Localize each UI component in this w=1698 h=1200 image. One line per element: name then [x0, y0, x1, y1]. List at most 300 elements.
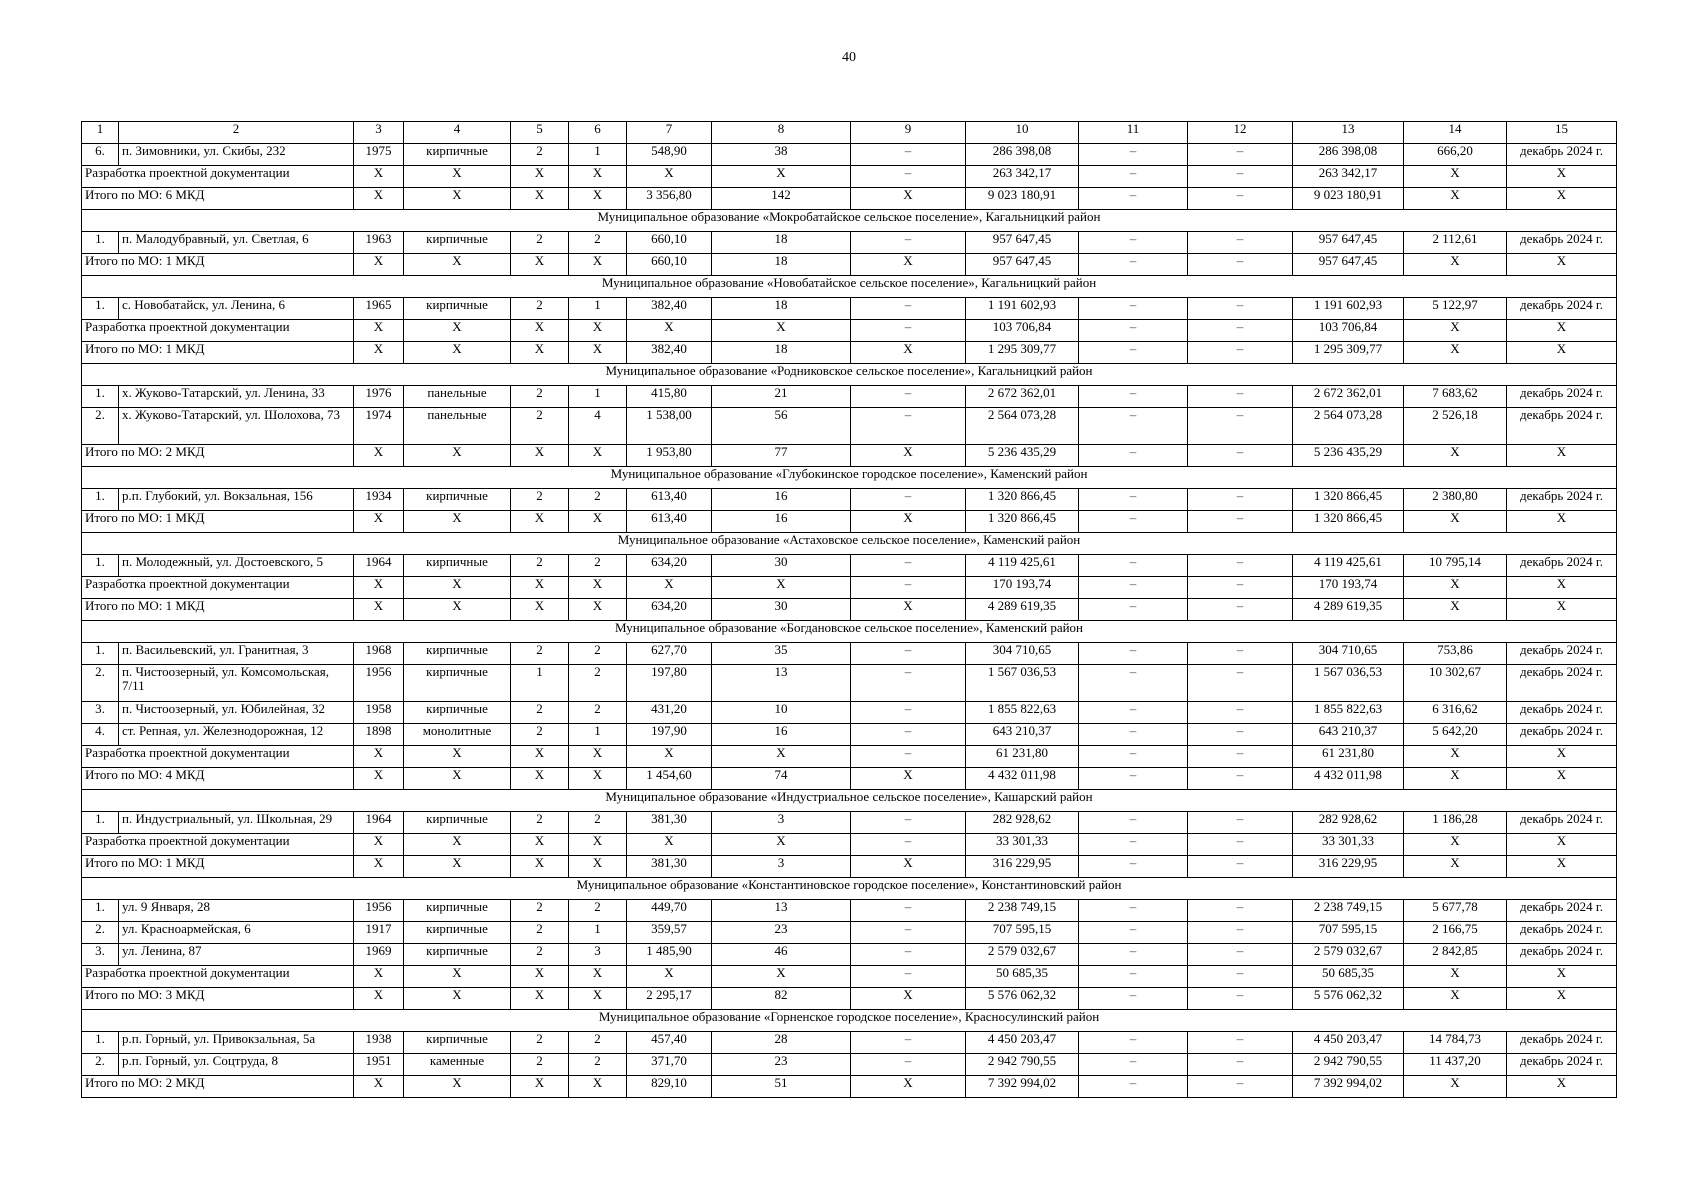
- table-cell: 35: [712, 643, 851, 665]
- table-cell: 1 295 309,77: [1293, 342, 1404, 364]
- address-cell: с. Новобатайск, ул. Ленина, 6: [119, 298, 354, 320]
- table-cell: 457,40: [627, 1032, 712, 1054]
- section-header-row: [82, 210, 1617, 232]
- table-cell: 753,86: [1404, 643, 1507, 665]
- table-cell: 33 301,33: [1293, 834, 1404, 856]
- table-cell: 1963: [354, 232, 404, 254]
- table-cell: X: [712, 166, 851, 188]
- table-cell: –: [851, 144, 966, 166]
- table-cell: кирпичные: [404, 665, 511, 702]
- table-cell: 103 706,84: [966, 320, 1079, 342]
- table-row: [82, 555, 1617, 577]
- table-cell: 2: [569, 643, 627, 665]
- table-cell: X: [354, 320, 404, 342]
- summary-label: Итого по МО: 1 МКД: [82, 254, 354, 276]
- table-cell: 1 538,00: [627, 408, 712, 445]
- table-cell: –: [1188, 834, 1293, 856]
- table-cell: X: [1507, 1076, 1617, 1098]
- table-cell: 1958: [354, 702, 404, 724]
- table-cell: 263 342,17: [1293, 166, 1404, 188]
- table-cell: монолитные: [404, 724, 511, 746]
- table-cell: –: [1188, 746, 1293, 768]
- table-cell: 50 685,35: [966, 966, 1079, 988]
- summary-label: Итого по МО: 1 МКД: [82, 599, 354, 621]
- table-cell: X: [627, 966, 712, 988]
- table-cell: –: [1188, 144, 1293, 166]
- table-cell: 660,10: [627, 254, 712, 276]
- table-cell: 1969: [354, 944, 404, 966]
- table-cell: –: [1188, 386, 1293, 408]
- table-cell: X: [404, 1076, 511, 1098]
- address-cell: ул. Ленина, 87: [119, 944, 354, 966]
- table-cell: 4: [569, 408, 627, 445]
- summary-row: [82, 966, 1617, 988]
- table-cell: X: [511, 320, 569, 342]
- table-cell: 10 302,67: [1404, 665, 1507, 702]
- table-cell: 449,70: [627, 900, 712, 922]
- section-header-row: [82, 276, 1617, 298]
- table-cell: 957 647,45: [966, 254, 1079, 276]
- table-cell: X: [1507, 577, 1617, 599]
- table-cell: –: [1079, 966, 1188, 988]
- summary-row: [82, 1076, 1617, 1098]
- table-cell: –: [851, 1054, 966, 1076]
- table-cell: –: [851, 408, 966, 445]
- table-cell: X: [627, 746, 712, 768]
- column-number-9: 9: [851, 122, 966, 144]
- table-cell: 5 576 062,32: [1293, 988, 1404, 1010]
- table-cell: X: [354, 856, 404, 878]
- table-row: [82, 724, 1617, 746]
- table-cell: 627,70: [627, 643, 712, 665]
- table-cell: 2: [511, 724, 569, 746]
- table-cell: 2 166,75: [1404, 922, 1507, 944]
- table-cell: 77: [712, 445, 851, 467]
- address-cell: п. Чистоозерный, ул. Юбилейная, 32: [119, 702, 354, 724]
- table-cell: X: [1404, 746, 1507, 768]
- table-cell: 1 320 866,45: [1293, 511, 1404, 533]
- table-cell: –: [1079, 166, 1188, 188]
- table-cell: X: [851, 342, 966, 364]
- table-cell: 1 295 309,77: [966, 342, 1079, 364]
- table-cell: –: [1188, 555, 1293, 577]
- address-cell: п. Малодубравный, ул. Светлая, 6: [119, 232, 354, 254]
- table-cell: –: [1079, 386, 1188, 408]
- table-row: [82, 298, 1617, 320]
- table-cell: X: [569, 166, 627, 188]
- table-cell: –: [851, 1032, 966, 1054]
- table-cell: –: [1188, 1076, 1293, 1098]
- table-cell: –: [1188, 1032, 1293, 1054]
- summary-label: Разработка проектной документации: [82, 966, 354, 988]
- table-cell: 1 855 822,63: [966, 702, 1079, 724]
- table-cell: X: [1404, 342, 1507, 364]
- table-cell: 7 392 994,02: [1293, 1076, 1404, 1098]
- table-cell: 1 186,28: [1404, 812, 1507, 834]
- table-cell: –: [851, 944, 966, 966]
- table-cell: X: [712, 834, 851, 856]
- table-cell: 10 795,14: [1404, 555, 1507, 577]
- table-cell: X: [1404, 166, 1507, 188]
- table-cell: 660,10: [627, 232, 712, 254]
- summary-label: Итого по МО: 1 МКД: [82, 511, 354, 533]
- summary-row: [82, 599, 1617, 621]
- table-cell: декабрь 2024 г.: [1507, 944, 1617, 966]
- table-cell: –: [1079, 511, 1188, 533]
- table-cell: –: [1188, 1054, 1293, 1076]
- summary-row: [82, 834, 1617, 856]
- table-cell: 1956: [354, 665, 404, 702]
- address-cell: х. Жуково-Татарский, ул. Ленина, 33: [119, 386, 354, 408]
- table-cell: 2: [569, 1054, 627, 1076]
- table-cell: 50 685,35: [1293, 966, 1404, 988]
- table-cell: 9 023 180,91: [966, 188, 1079, 210]
- table-cell: 2 579 032,67: [1293, 944, 1404, 966]
- table-cell: X: [569, 988, 627, 1010]
- table-cell: 2: [569, 489, 627, 511]
- table-cell: 46: [712, 944, 851, 966]
- table-cell: X: [1507, 166, 1617, 188]
- table-cell: 1: [569, 922, 627, 944]
- table-cell: X: [354, 834, 404, 856]
- table-cell: X: [354, 966, 404, 988]
- table-cell: панельные: [404, 408, 511, 445]
- table-cell: –: [851, 232, 966, 254]
- table-cell: –: [1188, 489, 1293, 511]
- table-cell: 11 437,20: [1404, 1054, 1507, 1076]
- table-cell: 304 710,65: [1293, 643, 1404, 665]
- table-cell: –: [1079, 254, 1188, 276]
- table-cell: –: [1188, 320, 1293, 342]
- table-cell: X: [712, 746, 851, 768]
- table-cell: 2: [511, 489, 569, 511]
- table-cell: 5 677,78: [1404, 900, 1507, 922]
- table-cell: –: [1188, 342, 1293, 364]
- table-cell: кирпичные: [404, 555, 511, 577]
- table-cell: 3: [569, 944, 627, 966]
- municipality-title: Муниципальное образование «Новобатайское сельское поселение», Кагальницкий район: [82, 276, 1617, 298]
- municipality-title: Муниципальное образование «Богдановское сельское поселение», Каменский район: [82, 621, 1617, 643]
- table-cell: X: [1507, 445, 1617, 467]
- table-row: [82, 489, 1617, 511]
- address-cell: ст. Репная, ул. Железнодорожная, 12: [119, 724, 354, 746]
- table-cell: X: [404, 599, 511, 621]
- table-cell: 5 122,97: [1404, 298, 1507, 320]
- table-cell: –: [851, 166, 966, 188]
- table-cell: 1934: [354, 489, 404, 511]
- municipality-title: Муниципальное образование «Родниковское сельское поселение», Кагальницкий район: [82, 364, 1617, 386]
- table-row: [82, 386, 1617, 408]
- summary-label: Разработка проектной документации: [82, 577, 354, 599]
- table-cell: X: [404, 746, 511, 768]
- table-cell: –: [851, 555, 966, 577]
- table-cell: X: [404, 966, 511, 988]
- table-cell: 61 231,80: [1293, 746, 1404, 768]
- table-cell: –: [851, 724, 966, 746]
- table-cell: –: [1188, 900, 1293, 922]
- table-cell: X: [511, 577, 569, 599]
- table-cell: X: [569, 1076, 627, 1098]
- address-cell: ул. 9 Января, 28: [119, 900, 354, 922]
- table-cell: 371,70: [627, 1054, 712, 1076]
- table-cell: X: [511, 768, 569, 790]
- table-cell: X: [511, 342, 569, 364]
- table-cell: 3: [712, 812, 851, 834]
- address-cell: п. Молодежный, ул. Достоевского, 5: [119, 555, 354, 577]
- row-number: 6.: [82, 144, 119, 166]
- table-row: [82, 702, 1617, 724]
- table-row: [82, 922, 1617, 944]
- table-cell: X: [1507, 746, 1617, 768]
- table-cell: 1964: [354, 812, 404, 834]
- table-cell: 1898: [354, 724, 404, 746]
- row-number: 2.: [82, 922, 119, 944]
- table-cell: 1964: [354, 555, 404, 577]
- table-cell: 2 526,18: [1404, 408, 1507, 445]
- table-cell: X: [1507, 254, 1617, 276]
- section-header-row: [82, 364, 1617, 386]
- table-cell: 2 842,85: [1404, 944, 1507, 966]
- summary-row: [82, 166, 1617, 188]
- table-cell: –: [851, 812, 966, 834]
- table-cell: 74: [712, 768, 851, 790]
- table-cell: –: [1079, 724, 1188, 746]
- table-cell: 13: [712, 900, 851, 922]
- table-cell: X: [354, 511, 404, 533]
- table-cell: 1975: [354, 144, 404, 166]
- table-cell: X: [404, 856, 511, 878]
- table-cell: X: [851, 511, 966, 533]
- table-cell: 2: [511, 643, 569, 665]
- row-number: 3.: [82, 944, 119, 966]
- table-cell: –: [1079, 1076, 1188, 1098]
- table-cell: 61 231,80: [966, 746, 1079, 768]
- table-cell: X: [1507, 188, 1617, 210]
- table-cell: X: [851, 988, 966, 1010]
- table-cell: –: [1188, 445, 1293, 467]
- table-cell: 707 595,15: [1293, 922, 1404, 944]
- table-cell: X: [404, 577, 511, 599]
- table-cell: 634,20: [627, 555, 712, 577]
- table-cell: X: [511, 188, 569, 210]
- table-cell: 14 784,73: [1404, 1032, 1507, 1054]
- table-cell: 13: [712, 665, 851, 702]
- column-number-8: 8: [712, 122, 851, 144]
- table-cell: 286 398,08: [1293, 144, 1404, 166]
- summary-label: Итого по МО: 2 МКД: [82, 445, 354, 467]
- table-cell: декабрь 2024 г.: [1507, 1054, 1617, 1076]
- summary-label: Итого по МО: 1 МКД: [82, 856, 354, 878]
- table-cell: X: [1404, 445, 1507, 467]
- table-cell: 1 191 602,93: [966, 298, 1079, 320]
- table-cell: 16: [712, 724, 851, 746]
- table-cell: X: [712, 320, 851, 342]
- table-cell: X: [404, 768, 511, 790]
- table-cell: 38: [712, 144, 851, 166]
- table-cell: 1: [569, 298, 627, 320]
- address-cell: р.п. Горный, ул. Соцтруда, 8: [119, 1054, 354, 1076]
- table-cell: X: [1507, 834, 1617, 856]
- table-cell: 6 316,62: [1404, 702, 1507, 724]
- address-cell: ул. Красноармейская, 6: [119, 922, 354, 944]
- table-row: [82, 665, 1617, 702]
- table-cell: X: [511, 1076, 569, 1098]
- table-cell: –: [851, 665, 966, 702]
- summary-row: [82, 254, 1617, 276]
- table-cell: X: [627, 166, 712, 188]
- table-cell: 1 855 822,63: [1293, 702, 1404, 724]
- table-cell: 282 928,62: [1293, 812, 1404, 834]
- table-cell: X: [851, 445, 966, 467]
- table-cell: 286 398,08: [966, 144, 1079, 166]
- table-cell: –: [1079, 702, 1188, 724]
- section-header-row: [82, 621, 1617, 643]
- address-cell: п. Васильевский, ул. Гранитная, 3: [119, 643, 354, 665]
- table-cell: 304 710,65: [966, 643, 1079, 665]
- table-cell: X: [354, 188, 404, 210]
- table-cell: –: [1188, 643, 1293, 665]
- column-number-6: 6: [569, 122, 627, 144]
- column-number-13: 13: [1293, 122, 1404, 144]
- table-cell: 548,90: [627, 144, 712, 166]
- column-number-10: 10: [966, 122, 1079, 144]
- table-cell: 4 289 619,35: [966, 599, 1079, 621]
- table-cell: –: [851, 298, 966, 320]
- housing-register-table: [81, 121, 1617, 1098]
- table-cell: 381,30: [627, 856, 712, 878]
- table-cell: –: [851, 702, 966, 724]
- table-cell: 382,40: [627, 298, 712, 320]
- table-cell: 666,20: [1404, 144, 1507, 166]
- table-cell: X: [511, 856, 569, 878]
- table-cell: 2 564 073,28: [966, 408, 1079, 445]
- table-cell: –: [1079, 1032, 1188, 1054]
- table-cell: –: [851, 746, 966, 768]
- table-cell: –: [1079, 944, 1188, 966]
- summary-label: Итого по МО: 3 МКД: [82, 988, 354, 1010]
- table-cell: 359,57: [627, 922, 712, 944]
- table-cell: –: [1188, 577, 1293, 599]
- table-cell: X: [404, 511, 511, 533]
- table-cell: –: [1079, 643, 1188, 665]
- table-cell: 1917: [354, 922, 404, 944]
- table-cell: декабрь 2024 г.: [1507, 144, 1617, 166]
- table-cell: –: [1079, 988, 1188, 1010]
- table-cell: 4 289 619,35: [1293, 599, 1404, 621]
- table-cell: 18: [712, 298, 851, 320]
- summary-label: Разработка проектной документации: [82, 834, 354, 856]
- municipality-title: Муниципальное образование «Индустриальное сельское поселение», Кашарский район: [82, 790, 1617, 812]
- table-cell: X: [569, 577, 627, 599]
- table-cell: кирпичные: [404, 812, 511, 834]
- table-cell: X: [354, 599, 404, 621]
- row-number: 1.: [82, 643, 119, 665]
- table-cell: –: [851, 922, 966, 944]
- table-cell: 56: [712, 408, 851, 445]
- table-cell: X: [1404, 988, 1507, 1010]
- page-number: 40: [842, 50, 856, 65]
- table-cell: 431,20: [627, 702, 712, 724]
- table-cell: 2: [569, 900, 627, 922]
- table-cell: 2: [569, 555, 627, 577]
- table-cell: X: [1507, 768, 1617, 790]
- address-cell: п. Зимовники, ул. Скибы, 232: [119, 144, 354, 166]
- row-number: 1.: [82, 298, 119, 320]
- table-cell: декабрь 2024 г.: [1507, 702, 1617, 724]
- table-cell: 3: [712, 856, 851, 878]
- table-cell: 18: [712, 342, 851, 364]
- table-cell: 2 380,80: [1404, 489, 1507, 511]
- row-number: 2.: [82, 408, 119, 445]
- table-cell: X: [851, 254, 966, 276]
- table-cell: каменные: [404, 1054, 511, 1076]
- table-cell: 103 706,84: [1293, 320, 1404, 342]
- address-cell: п. Чистоозерный, ул. Комсомольская, 7/11: [119, 665, 354, 702]
- table-cell: 1 953,80: [627, 445, 712, 467]
- table-cell: 1 567 036,53: [966, 665, 1079, 702]
- column-number-12: 12: [1188, 122, 1293, 144]
- table-cell: X: [627, 834, 712, 856]
- table-cell: –: [1188, 812, 1293, 834]
- table-cell: X: [354, 254, 404, 276]
- table-cell: –: [1079, 599, 1188, 621]
- table-cell: X: [1507, 988, 1617, 1010]
- summary-row: [82, 188, 1617, 210]
- table-cell: 2 564 073,28: [1293, 408, 1404, 445]
- table-cell: декабрь 2024 г.: [1507, 555, 1617, 577]
- table-cell: X: [712, 966, 851, 988]
- column-number-1: 1: [82, 122, 119, 144]
- table-row: [82, 944, 1617, 966]
- column-number-4: 4: [404, 122, 511, 144]
- table-cell: 957 647,45: [1293, 232, 1404, 254]
- table-cell: 2 295,17: [627, 988, 712, 1010]
- table-cell: 33 301,33: [966, 834, 1079, 856]
- table-cell: X: [1404, 834, 1507, 856]
- table-cell: 4 450 203,47: [1293, 1032, 1404, 1054]
- table-cell: –: [851, 320, 966, 342]
- table-cell: 5 576 062,32: [966, 988, 1079, 1010]
- summary-label: Итого по МО: 6 МКД: [82, 188, 354, 210]
- table-cell: –: [1188, 966, 1293, 988]
- table-cell: X: [569, 188, 627, 210]
- column-number-3: 3: [354, 122, 404, 144]
- table-cell: X: [1507, 856, 1617, 878]
- table-row: [82, 900, 1617, 922]
- table-cell: X: [354, 746, 404, 768]
- table-cell: 1: [569, 144, 627, 166]
- table-cell: X: [569, 511, 627, 533]
- table-cell: X: [354, 1076, 404, 1098]
- table-cell: декабрь 2024 г.: [1507, 812, 1617, 834]
- row-number: 2.: [82, 665, 119, 702]
- table-cell: декабрь 2024 г.: [1507, 408, 1617, 445]
- table-cell: X: [1507, 320, 1617, 342]
- table-cell: 316 229,95: [966, 856, 1079, 878]
- table-cell: кирпичные: [404, 702, 511, 724]
- summary-row: [82, 445, 1617, 467]
- column-number-5: 5: [511, 122, 569, 144]
- municipality-title: Муниципальное образование «Мокробатайское сельское поселение», Кагальницкий район: [82, 210, 1617, 232]
- table-cell: 643 210,37: [966, 724, 1079, 746]
- table-cell: 16: [712, 489, 851, 511]
- table-cell: 2 942 790,55: [966, 1054, 1079, 1076]
- table-cell: 2: [511, 408, 569, 445]
- table-cell: 30: [712, 599, 851, 621]
- address-cell: п. Индустриальный, ул. Школьная, 29: [119, 812, 354, 834]
- summary-row: [82, 342, 1617, 364]
- table-cell: –: [1188, 724, 1293, 746]
